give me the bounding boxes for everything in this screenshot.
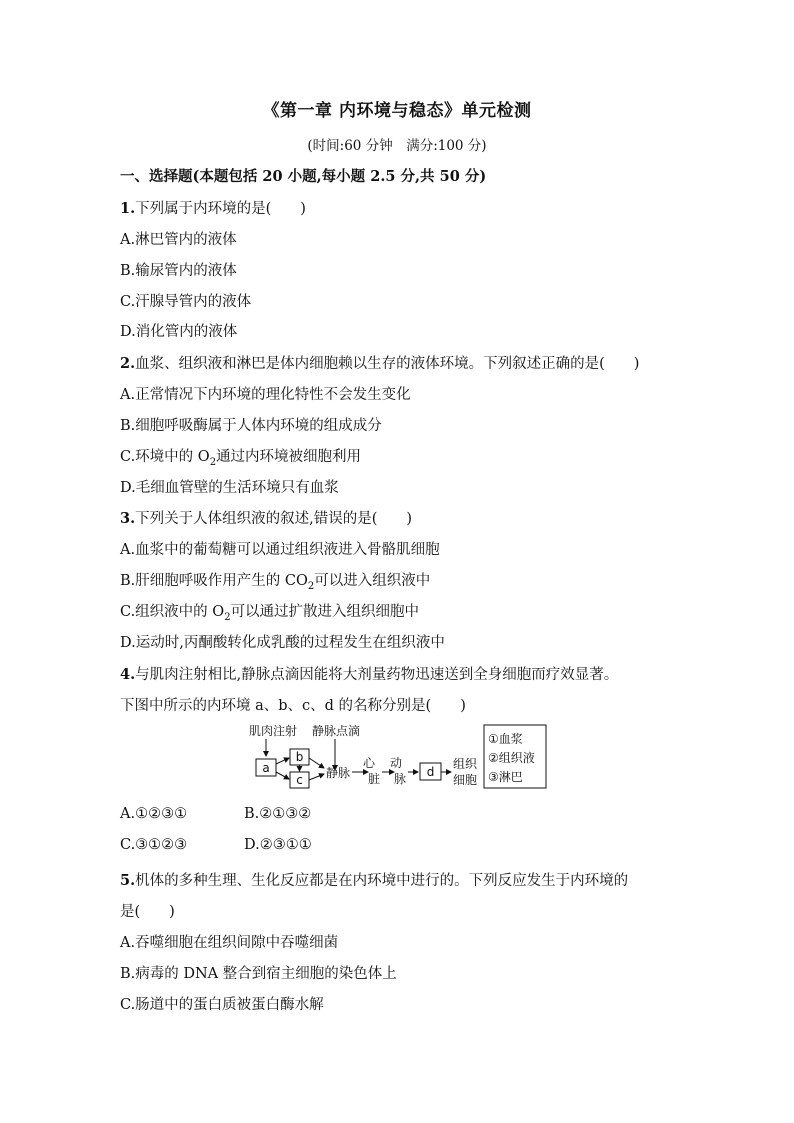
label-cells: 细胞 <box>453 773 478 787</box>
option-text: B.肝细胞呼吸作用产生的 CO <box>120 573 308 589</box>
q4-option-b: B.②①③② <box>244 806 312 822</box>
option-text: 可以进入组织液中 <box>314 573 431 589</box>
box-a-label: a <box>262 761 270 775</box>
label-vein: 静脉 <box>326 766 351 780</box>
subscript: 2 <box>224 611 231 623</box>
q1-option-d: D.消化管内的液体 <box>120 324 238 340</box>
label-artery-2: 脉 <box>394 772 407 786</box>
question-stem: 机体的多种生理、生化反应都是在内环境中进行的。下列反应发生于内环境的 <box>135 873 629 889</box>
label-iv-drip: 静脉点滴 <box>312 724 361 738</box>
option-text: C.组织液中的 O <box>120 604 225 620</box>
q1-option-a: A.淋巴管内的液体 <box>120 232 237 248</box>
q3-option-b <box>120 569 430 592</box>
q3-option-c <box>120 600 419 623</box>
subscript: 2 <box>307 580 315 592</box>
label-heart-2: 脏 <box>368 772 381 786</box>
question-number: 3. <box>120 510 136 527</box>
subscript: 2 <box>209 456 217 468</box>
q4-option-d: D.②③①① <box>244 837 312 853</box>
question-4-stem-line2: 下图中所示的内环境 a、b、c、d 的名称分别是( ) <box>120 698 466 714</box>
label-heart-1: 心 <box>363 756 376 770</box>
question-5-stem-line2: 是( ) <box>120 904 175 920</box>
q5-option-a: A.吞噬细胞在组织间隙中吞噬细菌 <box>120 935 339 951</box>
arrow-a-to-b <box>276 758 289 764</box>
q2-option-a: A.正常情况下内环境的理化特性不会发生变化 <box>120 387 411 403</box>
q3-option-a: A.血浆中的葡萄糖可以通过组织液进入骨骼肌细胞 <box>120 542 440 558</box>
option-text: C.环境中的 O <box>120 449 210 465</box>
legend-tissue-fluid: ②组织液 <box>488 751 535 765</box>
q1-option-c: C.汗腺导管内的液体 <box>120 294 252 310</box>
question-number: 1. <box>120 200 136 217</box>
q5-option-c: C.肠道中的蛋白质被蛋白酶水解 <box>120 997 324 1013</box>
option-text: 可以通过扩散进入组织细胞中 <box>230 604 420 620</box>
q4-option-c: C.③①②③ <box>120 837 188 853</box>
exam-time-score: (时间:60 分钟 满分:100 分) <box>307 138 487 154</box>
question-5 <box>120 869 628 890</box>
circulation-diagram <box>244 722 550 790</box>
box-b-label: b <box>295 750 304 764</box>
q4-option-a: A.①②③① <box>120 806 188 822</box>
option-text: 通过内环境被细胞利用 <box>216 449 362 465</box>
box-d-label: d <box>426 765 435 779</box>
q2-option-c <box>120 445 361 468</box>
arrow-c-to-vein <box>309 774 324 780</box>
arrow-a-to-c <box>276 772 289 779</box>
question-stem: 与肌肉注射相比,静脉点滴因能将大剂量药物迅速送到全身细胞而疗效显著。 <box>135 667 619 683</box>
question-number: 4. <box>120 666 136 683</box>
q2-option-b: B.细胞呼吸酶属于人体内环境的组成成分 <box>120 418 382 434</box>
q2-option-d: D.毛细血管壁的生活环境只有血浆 <box>120 480 339 496</box>
question-stem: 血浆、组织液和淋巴是体内细胞赖以生存的液体环境。下列叙述正确的是( ) <box>135 356 640 372</box>
question-4 <box>120 663 618 684</box>
section-heading: 一、选择题(本题包括 20 小题,每小题 2.5 分,共 50 分) <box>120 168 487 185</box>
question-3 <box>120 507 412 528</box>
label-intramuscular: 肌肉注射 <box>249 724 298 738</box>
legend-lymph: ③淋巴 <box>488 770 523 784</box>
page-title: 《第一章 内环境与稳态》单元检测 <box>262 101 532 121</box>
q3-option-d: D.运动时,丙酮酸转化成乳酸的过程发生在组织液中 <box>120 635 445 651</box>
question-number: 2. <box>120 355 136 372</box>
question-stem: 下列关于人体组织液的叙述,错误的是( ) <box>135 511 413 527</box>
question-1 <box>120 197 306 218</box>
legend-plasma: ①血浆 <box>488 732 523 746</box>
label-tissue: 组织 <box>453 757 478 771</box>
label-artery-1: 动 <box>390 756 403 770</box>
q5-option-b: B.病毒的 DNA 整合到宿主细胞的染色体上 <box>120 966 397 982</box>
q1-option-b: B.输尿管内的液体 <box>120 263 237 279</box>
question-stem: 下列属于内环境的是( ) <box>135 201 306 217</box>
question-2 <box>120 352 639 373</box>
box-c-label: c <box>296 773 303 787</box>
question-number: 5. <box>120 872 136 889</box>
arrow-b-to-vein <box>309 758 324 768</box>
